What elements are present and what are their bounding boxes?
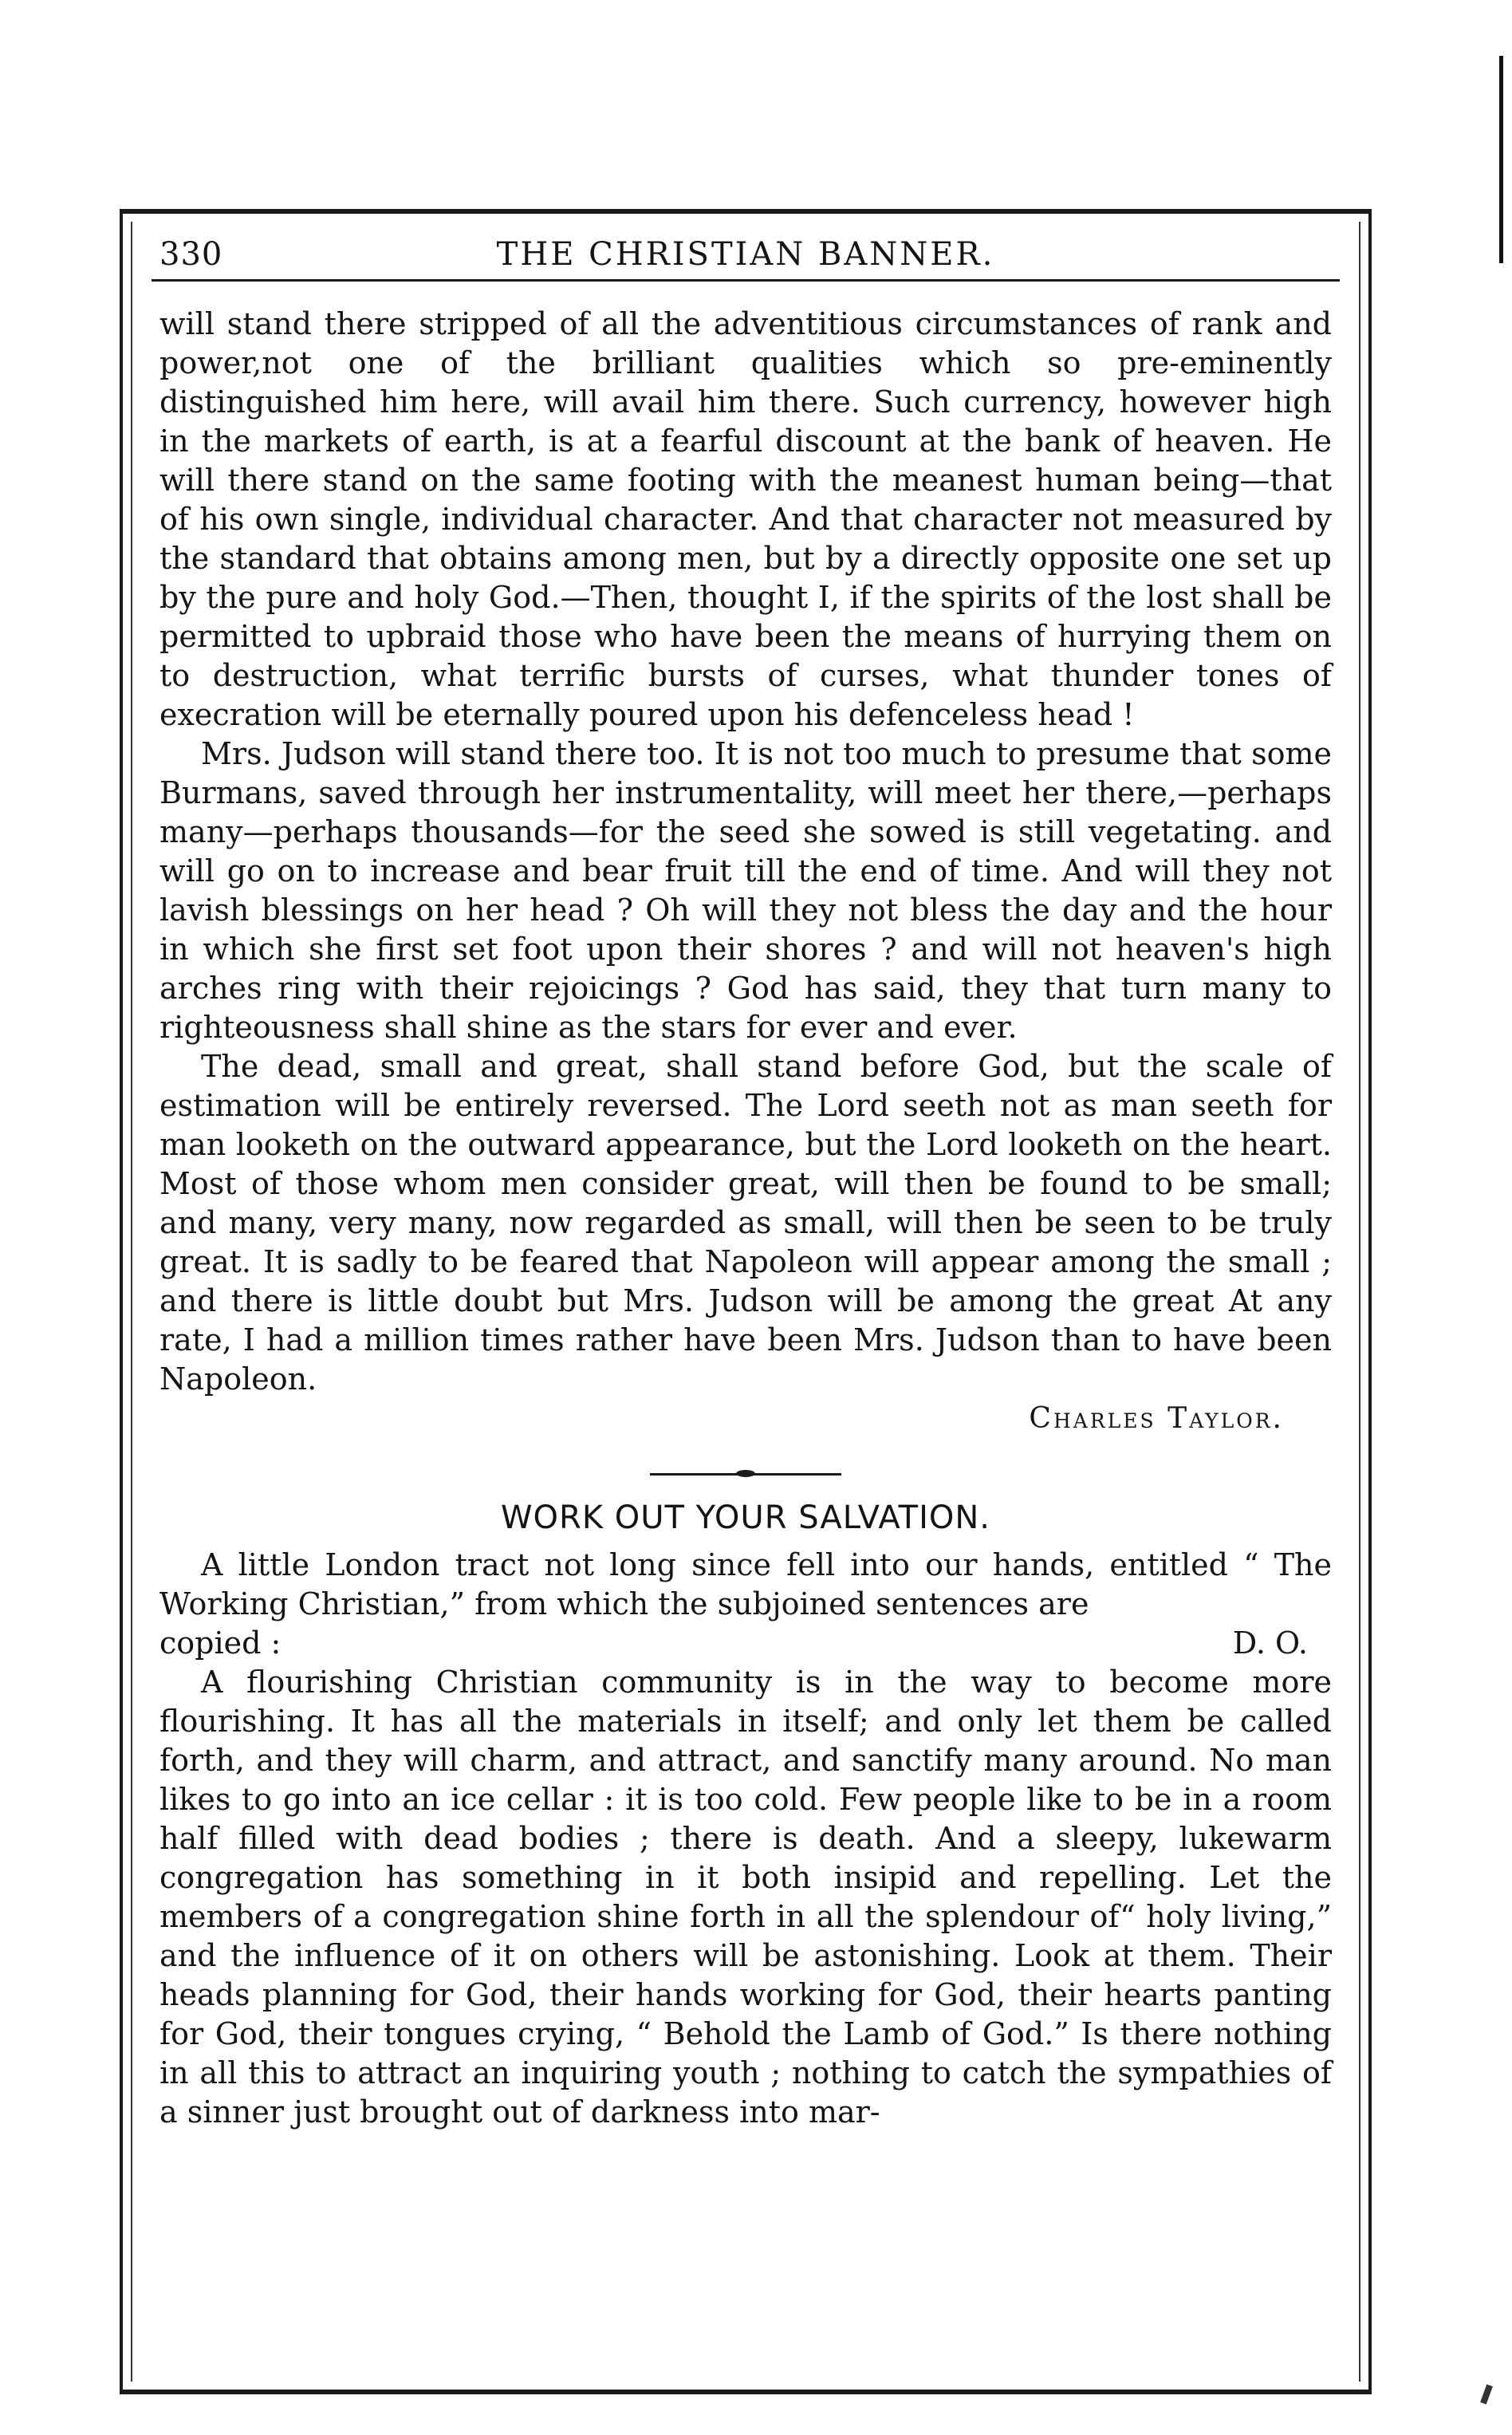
copied-label: copied : — [159, 1625, 282, 1661]
copied-line — [159, 1624, 1332, 1663]
page-header — [159, 236, 1332, 284]
article2-paragraph: A flourishing Christian community is in the way to become more flourishing. It has all the materials in itself; and only let them be called forth, and they will charm, and attract, and sanctify many around. No man likes to go into an ice cellar : it is too cold. Few people like to be in a room half filled with dead bodies ; there is death. And a sleepy, lukewarm congregation has something in it both insipid and repelling. Let the members of a congregation shine forth in all the splendour of“ holy living,” and the influence of it on others will be astonishing. Look at them. Their heads planning for God, their hands working for God, their hearts panting for God, their tongues crying, “ Behold the Lamb of God.” Is there nothing in all this to attract an inquiring youth ; nothing to catch the sympathies of a sinner just brought out of darkness into mar- — [159, 1665, 1332, 2130]
header-rule — [152, 279, 1340, 282]
section-divider — [650, 1473, 841, 1476]
article2-intro: A little London tract not long since fell into our hands, entitled “ The Working Christian,” from which the subjoined sentences are — [159, 1547, 1332, 1621]
editor-initials: D. O. — [1232, 1625, 1308, 1661]
article1-paragraph-2: Mrs. Judson will stand there too. It is not too much to presume that some Burmans, saved through her instrumentality, will meet her there,—perhaps many—perhaps thousands—for the seed she sowed is still vegetating. and will go on to increase and bear fruit till the end of time. And will they not lavish blessings on her head ? Oh will they not bless the day and the hour in which she first set foot upon their shores ? and will not heaven's high arches ring with their rejoicings ? God has said, they that turn many to righteousness shall shine as the stars for ever and ever. — [159, 736, 1332, 1045]
scan-edge-mark — [1499, 56, 1503, 263]
article1-paragraph-1: will stand there stripped of all the adventitious circumstances of rank and power,not one of the brilliant qualities which so pre-eminently distinguished him here, will avail him there. Such currency, however high in the markets of earth, is at a fearful discount at the bank of heaven. He will there stand on the same footing with the meanest human being—that of his own single, individual character. And that character not measured by the standard that obtains among men, but by a directly opposite one set up by the pure and holy God.—Then, thought I, if the spirits of the lost shall be permitted to upbraid those who have been the means of hurrying them on to destruction, what terrific bursts of curses, what thunder tones of execration will be eternally poured upon his defenceless head ! — [159, 306, 1332, 732]
running-title: THE CHRISTIAN BANNER. — [496, 236, 995, 273]
page-number: 330 — [159, 236, 223, 273]
article2-heading: WORK OUT YOUR SALVATION. — [501, 1499, 990, 1536]
author-signature: Charles Taylor. — [1029, 1402, 1284, 1435]
scan-speck — [1480, 2384, 1493, 2404]
article1-paragraph-3: The dead, small and great, shall stand before God, but the scale of estimation will be entirely reversed. The Lord seeth not as man seeth for man looketh on the outward appearance, but the Lord looketh on the heart. Most of those whom men consider great, will then be found to be small; and many, very many, now regarded as small, will then be seen to be truly great. It is sadly to be feared that Napoleon will appear among the small ; and there is little doubt but Mrs. Judson will be among the great At any rate, I had a million times rather have been Mrs. Judson than to have been Napoleon. — [159, 1049, 1332, 1397]
page-body — [159, 305, 1332, 2132]
